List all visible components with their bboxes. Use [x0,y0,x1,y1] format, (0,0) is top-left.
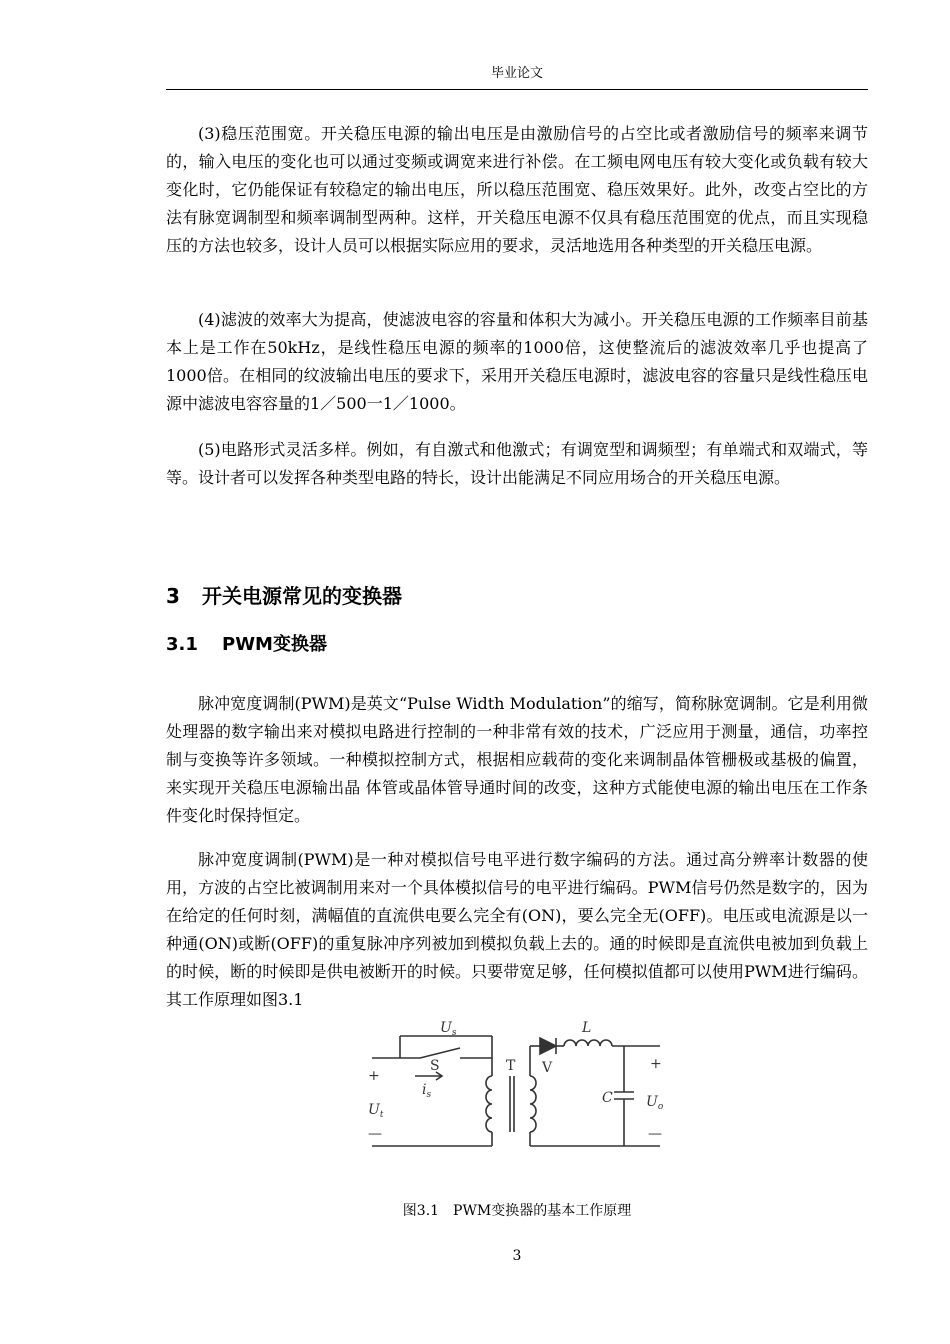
paragraph-circuit-forms: (5)电路形式灵活多样。例如，有自激式和他激式；有调宽型和调频型；有单端式和双端式，等等。设计者可以发挥各种类型电路的特长，设计出能满足不同应用场合的开关稳压电源。 [166,440,868,487]
paragraph-filter-efficiency: (4)滤波的效率大为提高，使滤波电容的容量和体积大为减小。开关稳压电源的工作频率目前基本上是工作在50kHz，是线性稳压电源的频率的1000倍，这使整流后的滤波效率几乎也提高了1000倍。在相同的纹波输出电压的要求下，采用开关稳压电源时，滤波电容的容量只是线性稳压电源中滤波电容容量的1／500一1／1000。 [166,310,868,413]
label-switch: S [430,1058,440,1074]
page-number: 3 [512,1248,522,1264]
diode-symbol [540,1038,556,1054]
subsection-heading [166,630,327,656]
subsection-number: 3.1 [166,634,198,655]
paragraph-stability-range: (3)稳压范围宽。开关稳压电源的输出电压是由激励信号的占空比或者激励信号的频率来调节的，输入电压的变化也可以通过变频或调宽来进行补偿。在工频电网电压有较大变化或负载有较大变化时，它仍能保证有较稳定的输出电压，所以稳压范围宽、稳压效果好。此外，改变占空比的方法有脉宽调制型和频率调制型两种。这样，开关稳压电源不仅具有稳压范围宽的优点，而且实现稳压的方法也较多，设计人员可以根据实际应用的要求，灵活地选用各种类型的开关稳压电源。 [166,124,868,255]
label-transformer: T [506,1058,516,1074]
label-is: $i_s$ [422,1082,432,1100]
label-inductor: L [582,1020,592,1036]
primary-coil [486,1076,492,1132]
section-heading [166,580,402,609]
figure-caption: 图3.1 PWM变换器的基本工作原理 [402,1203,632,1219]
label-plus-in: + [368,1068,380,1084]
section-number: 3 [166,584,180,608]
label-ut: $U_t$ [368,1102,384,1120]
paragraph-pwm-encoding: 脉冲宽度调制(PWM)是一种对模拟信号电平进行数字编码的方法。通过高分辨率计数器的使用，方波的占空比被调制用来对一个具体模拟信号的电平进行编码。PWM信号仍然是数字的，因为在给定的任何时刻，满幅值的直流供电要么完全有(ON)，要么完全无(OFF)。电压或电流源是以一种通(ON)或断(OFF)的重复脉冲序列被加到模拟负载上去的。通的时候即是直流供电被加到负载上的时候，断的时候即是供电被断开的时候。只要带宽足够，任何模拟值都可以使用PWM进行编码。其工作原理如图3.1 [166,850,868,1009]
label-minus-out: — [648,1126,662,1142]
page-header: 毕业论文 [166,62,868,90]
label-uo: $U_o$ [646,1094,664,1112]
label-diode: V [542,1060,553,1076]
pwm-circuit-figure [360,1018,670,1168]
paragraph-pwm-intro: 脉冲宽度调制(PWM)是英文“Pulse Width Modulation”的缩写，简称脉宽调制。它是利用微处理器的数字输出来对模拟电路进行控制的一种非常有效的技术，广泛应用于测量，通信，功率控制与变换等许多领域。一种模拟控制方式，根据相应载荷的变化来调制晶体管栅极或基极的偏置，来实现开关稳压电源输出晶 体管或晶体管导通时间的改变，这种方式能使电源的输出电压在工作条件变化时保持恒定。 [166,694,868,825]
label-plus-out: + [650,1056,662,1072]
label-capacitor: C [602,1090,613,1106]
circuit-diagram [360,1018,670,1168]
secondary-coil [530,1076,536,1132]
section-title: 开关电源常见的变换器 [202,584,402,608]
subsection-title: PWM变换器 [222,634,327,655]
label-minus-in: — [368,1126,382,1142]
label-us: $U_s$ [440,1020,457,1038]
switch-blade [420,1048,460,1058]
inductor-coil [564,1040,612,1046]
